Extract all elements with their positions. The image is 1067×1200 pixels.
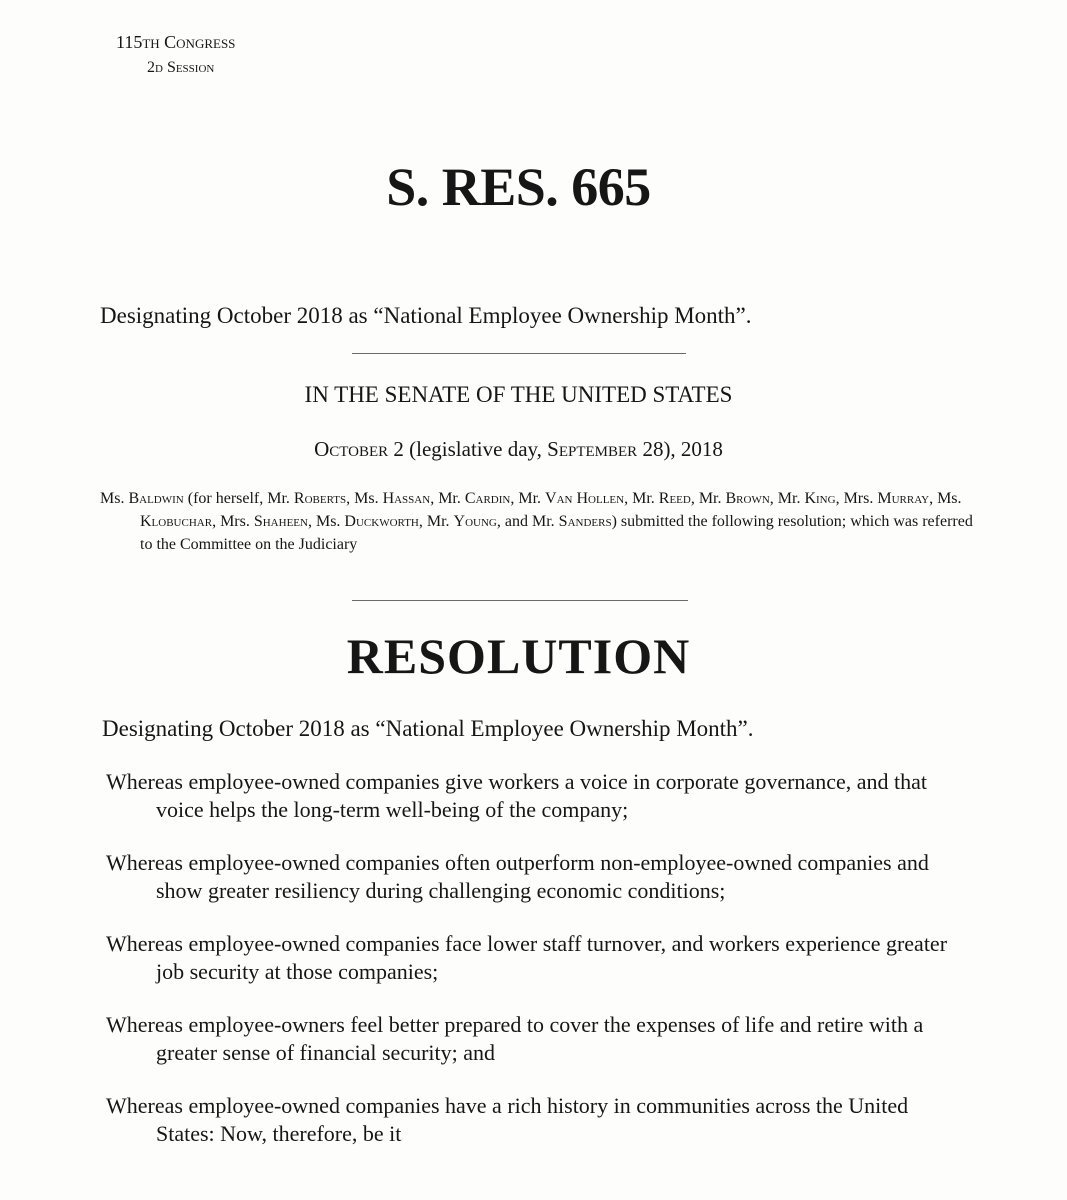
sponsor-name: Klobuchar [140,513,213,530]
congress-number: 115th Congress [116,32,236,52]
sponsor-text: , Ms. [307,513,345,530]
sponsor-name: Brown [725,490,770,507]
date-legislative-month: September [547,437,638,461]
sponsor-name: Roberts [293,490,347,507]
sponsor-text: , Mr. [430,490,465,507]
sponsor-name: Cardin [464,490,511,507]
date-month-day: October 2 [314,437,404,461]
sponsor-text: , Ms. [929,490,962,507]
whereas-clause: Whereas employee-owned companies have a rich history in communities across the United States: Now, therefore, be it [106,1093,909,1146]
sponsor-paragraph [100,487,980,556]
resolution-heading: RESOLUTION [346,628,691,684]
sponsor-text: ) submitted the following resolution; which was referred to the Committee on the Judiciary [140,513,973,553]
sponsor-name: Young [453,513,497,530]
date-rest-text: 28), 2018 [637,437,723,461]
sponsor-text: , Mr. [510,490,546,507]
sponsor-text: (for herself, Mr. [183,490,294,507]
whereas-clause: Whereas employee-owned companies give workers a voice in corporate governance, and that voice helps the long-term well-being of the company; [106,769,927,822]
sponsor-name: Reed [658,490,691,507]
sponsor-name: King [804,490,836,507]
sponsor-name: Van Hollen [545,490,625,507]
introduction-date [0,435,1037,463]
sponsor-name: Murray [877,490,930,507]
sponsor-text: , Mr. [624,490,659,507]
divider-rule [352,600,688,601]
whereas-clauses [106,768,966,1148]
sponsor-text: Ms. [100,490,129,507]
sponsor-text: and Mr. [500,513,559,530]
resolution-title: Designating October 2018 as “National Employee Ownership Month”. [102,716,754,741]
sponsor-text: , Mr. [769,490,805,507]
sponsor-text: , Mr. [418,513,454,530]
whereas-clause: Whereas employee-owners feel better prepared to cover the expenses of life and retire with a greater sense of financial security; and [106,1012,924,1065]
sponsor-text: , Ms. [346,490,383,507]
sponsor-name: Hassan [382,490,431,507]
date-mid-text: (legislative day, [403,437,548,461]
sponsor-name: Duckworth [344,513,419,530]
session-number: 2d Session [147,59,215,76]
sponsor-name: Sanders [558,513,612,530]
sponsor-name: Shaheen [253,513,308,530]
chamber-heading: IN THE SENATE OF THE UNITED STATES [304,382,733,407]
short-title: Designating October 2018 as “National Employee Ownership Month”. [100,303,752,328]
sponsor-text: , Mr. [690,490,726,507]
divider-rule [352,353,686,354]
sponsor-text: , [496,513,501,530]
whereas-clause: Whereas employee-owned companies often outperform non-employee-owned companies and show greater resiliency during challenging economic conditions; [106,850,929,903]
bill-number: S. RES. 665 [386,157,651,217]
sponsor-name: Baldwin [128,490,184,507]
whereas-clause: Whereas employee-owned companies face lower staff turnover, and workers experience greater job security at those companies; [106,931,948,984]
sponsor-text: , Mrs. [835,490,878,507]
sponsor-text: , Mrs. [212,513,254,530]
